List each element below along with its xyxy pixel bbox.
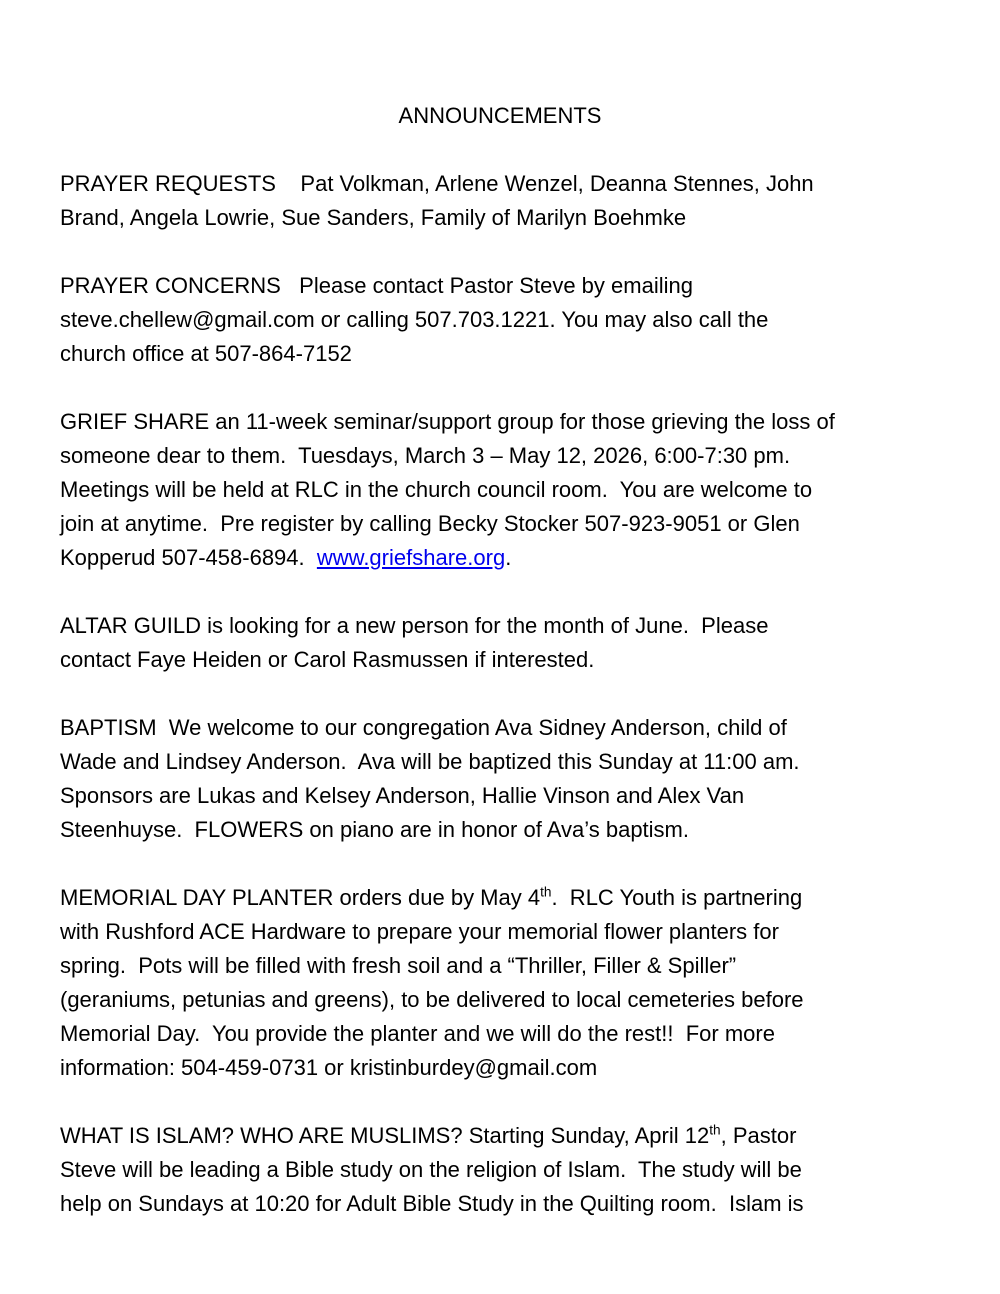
paragraph-grief-share xyxy=(60,405,940,575)
text-run: help on Sundays at 10:20 for Adult Bible Study in the Quilting room. Islam is xyxy=(60,1191,804,1216)
text-run: MEMORIAL DAY PLANTER orders due by May 4 xyxy=(60,885,541,910)
text-run: Wade and Lindsey Anderson. Ava will be baptized this Sunday at 11:00 am. xyxy=(60,749,800,774)
paragraph-prayer-concerns xyxy=(60,269,940,371)
text-run: , Pastor xyxy=(720,1123,797,1148)
text-run: BAPTISM We welcome to our congregation Ava Sidney Anderson, child of xyxy=(60,715,787,740)
text-run: (geraniums, petunias and greens), to be delivered to local cemeteries before xyxy=(60,987,804,1012)
paragraph-prayer-requests xyxy=(60,167,940,235)
paragraph-memorial-day-planter xyxy=(60,881,940,1085)
ordinal-superscript: th xyxy=(709,1122,721,1138)
text-run: . RLC Youth is partnering xyxy=(551,885,803,910)
text-run: someone dear to them. Tuesdays, March 3 – May 12, 2026, 6:00-7:30 pm. xyxy=(60,443,791,468)
text-run: steve.chellew@gmail.com or calling 507.703.1221. You may also call the xyxy=(60,307,769,332)
text-run: PRAYER REQUESTS Pat Volkman, Arlene Wenzel, Deanna Stennes, John xyxy=(60,171,814,196)
ordinal-superscript: th xyxy=(540,884,552,900)
text-run: Steenhuyse. FLOWERS on piano are in honor of Ava’s baptism. xyxy=(60,817,689,842)
announcements-body xyxy=(60,167,940,1221)
text-run: Steve will be leading a Bible study on the religion of Islam. The study will be xyxy=(60,1157,802,1182)
paragraph-baptism xyxy=(60,711,940,847)
text-run: contact Faye Heiden or Carol Rasmussen if interested. xyxy=(60,647,595,672)
text-run: Brand, Angela Lowrie, Sue Sanders, Family of Marilyn Boehmke xyxy=(60,205,687,230)
text-run: WHAT IS ISLAM? WHO ARE MUSLIMS? Starting Sunday, April 12 xyxy=(60,1123,710,1148)
text-run: spring. Pots will be filled with fresh soil and a “Thriller, Filler & Spiller” xyxy=(60,953,737,978)
griefshare-link[interactable]: www.griefshare.org xyxy=(316,545,506,570)
paragraph-what-is-islam xyxy=(60,1119,940,1221)
text-run: Sponsors are Lukas and Kelsey Anderson, Hallie Vinson and Alex Van xyxy=(60,783,745,808)
text-run: with Rushford ACE Hardware to prepare your memorial flower planters for xyxy=(60,919,779,944)
page-title: ANNOUNCEMENTS xyxy=(398,103,602,128)
text-run: information: 504-459-0731 or kristinburdey@gmail.com xyxy=(60,1055,598,1080)
text-run: join at anytime. Pre register by calling Becky Stocker 507-923-9051 or Glen xyxy=(60,511,800,536)
text-run: church office at 507-864-7152 xyxy=(60,341,352,366)
text-run: . xyxy=(505,545,512,570)
text-run: GRIEF SHARE an 11-week seminar/support group for those grieving the loss of xyxy=(60,409,835,434)
text-run: Meetings will be held at RLC in the church council room. You are welcome to xyxy=(60,477,813,502)
paragraph-altar-guild xyxy=(60,609,940,677)
text-run: Kopperud 507-458-6894. xyxy=(60,545,317,570)
text-run: PRAYER CONCERNS Please contact Pastor Steve by emailing xyxy=(60,273,693,298)
text-run: Memorial Day. You provide the planter and we will do the rest!! For more xyxy=(60,1021,775,1046)
text-run: ALTAR GUILD is looking for a new person for the month of June. Please xyxy=(60,613,769,638)
